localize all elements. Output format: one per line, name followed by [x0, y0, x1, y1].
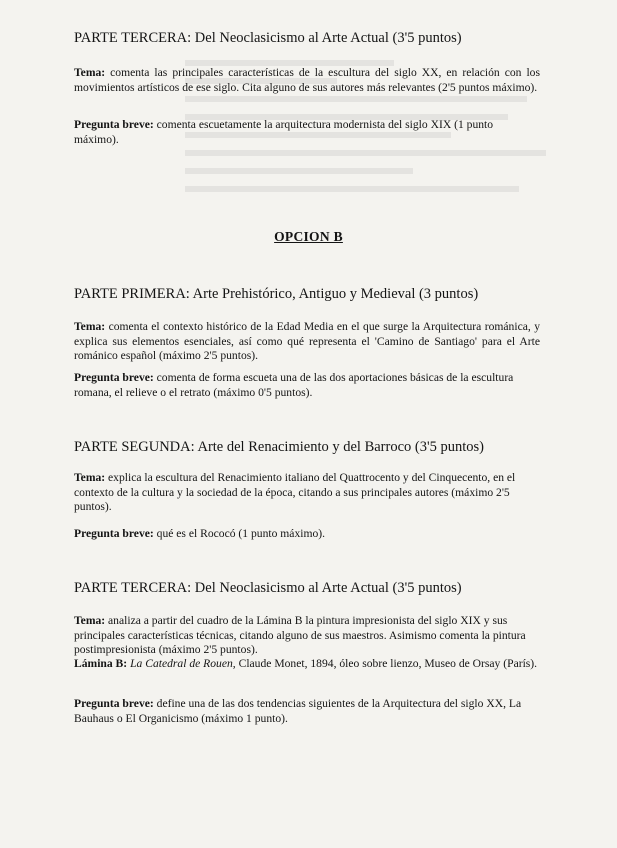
pregunta-text: qué es el Rococó (1 punto máximo).	[153, 527, 326, 540]
section-title-parte-tercera-a: PARTE TERCERA: Del Neoclasicismo al Arte Actual (3'5 puntos)	[74, 30, 462, 46]
pregunta-label: Pregunta breve:	[74, 371, 154, 384]
pregunta-text: comenta escuetamente la arquitectura modernista del siglo XIX (1 punto máximo).	[74, 118, 494, 146]
lamina-details: Claude Monet, 1894, óleo sobre lienzo, Museo de Orsay (París).	[235, 657, 538, 670]
tema-paragraph	[74, 320, 540, 364]
tema-paragraph	[74, 66, 540, 95]
tema-label: Tema:	[74, 614, 106, 627]
tema-paragraph	[74, 471, 540, 515]
pregunta-breve-paragraph	[74, 118, 540, 147]
tema-label: Tema:	[74, 471, 106, 484]
lamina-label: Lámina B:	[74, 657, 128, 670]
pregunta-text: comenta de forma escueta una de las dos aportaciones básicas de la escultura romana, el relieve o el retrato (máximo 0'5 puntos).	[74, 371, 514, 399]
pregunta-label: Pregunta breve:	[74, 118, 154, 131]
tema-text: analiza a partir del cuadro de la Lámina B la pintura impresionista del siglo XIX y sus principales características técnicas, citando alguno de sus maestros. Asimismo comenta la pintura postimpresionista (máximo 2'5 puntos).	[74, 614, 526, 656]
pregunta-label: Pregunta breve:	[74, 697, 154, 710]
bleed-through-text	[185, 60, 565, 780]
lamina-paragraph	[74, 657, 540, 672]
section-title-parte-primera: PARTE PRIMERA: Arte Prehistórico, Antiguo y Medieval (3 puntos)	[74, 286, 479, 302]
tema-text: explica la escultura del Renacimiento italiano del Quattrocento y del Cinquecento, en el contexto de la cultura y la sociedad de la época, citando a sus principales autores (máximo 2'5 puntos).	[74, 471, 516, 513]
tema-text: comenta el contexto histórico de la Edad Media en el que surge la Arquitectura románica, y explica sus elementos esenciales, así como qué representa el 'Camino de Santiago' para el Arte románico español (máximo 2'5 puntos).	[74, 320, 540, 362]
section-title-parte-segunda: PARTE SEGUNDA: Arte del Renacimiento y del Barroco (3'5 puntos)	[74, 439, 484, 455]
tema-label: Tema:	[74, 320, 106, 333]
opcion-b-heading: OPCION B	[274, 229, 343, 244]
pregunta-text: define una de las dos tendencias siguientes de la Arquitectura del siglo XX, La Bauhaus o El Organicismo (máximo 1 punto).	[74, 697, 522, 725]
pregunta-breve-paragraph	[74, 527, 540, 542]
tema-paragraph	[74, 614, 540, 658]
tema-label: Tema:	[74, 66, 106, 79]
section-title-parte-tercera-b: PARTE TERCERA: Del Neoclasicismo al Arte Actual (3'5 puntos)	[74, 580, 462, 596]
pregunta-label: Pregunta breve:	[74, 527, 154, 540]
pregunta-breve-paragraph	[74, 371, 540, 400]
pregunta-breve-paragraph	[74, 697, 540, 726]
tema-text: comenta las principales características de la escultura del siglo XX, en relación con los movimientos artísticos de ese siglo. Cita alguno de sus autores más relevantes (2'5 puntos máximo).	[74, 66, 540, 94]
lamina-artwork-title: La Catedral de Rouen,	[130, 657, 236, 670]
